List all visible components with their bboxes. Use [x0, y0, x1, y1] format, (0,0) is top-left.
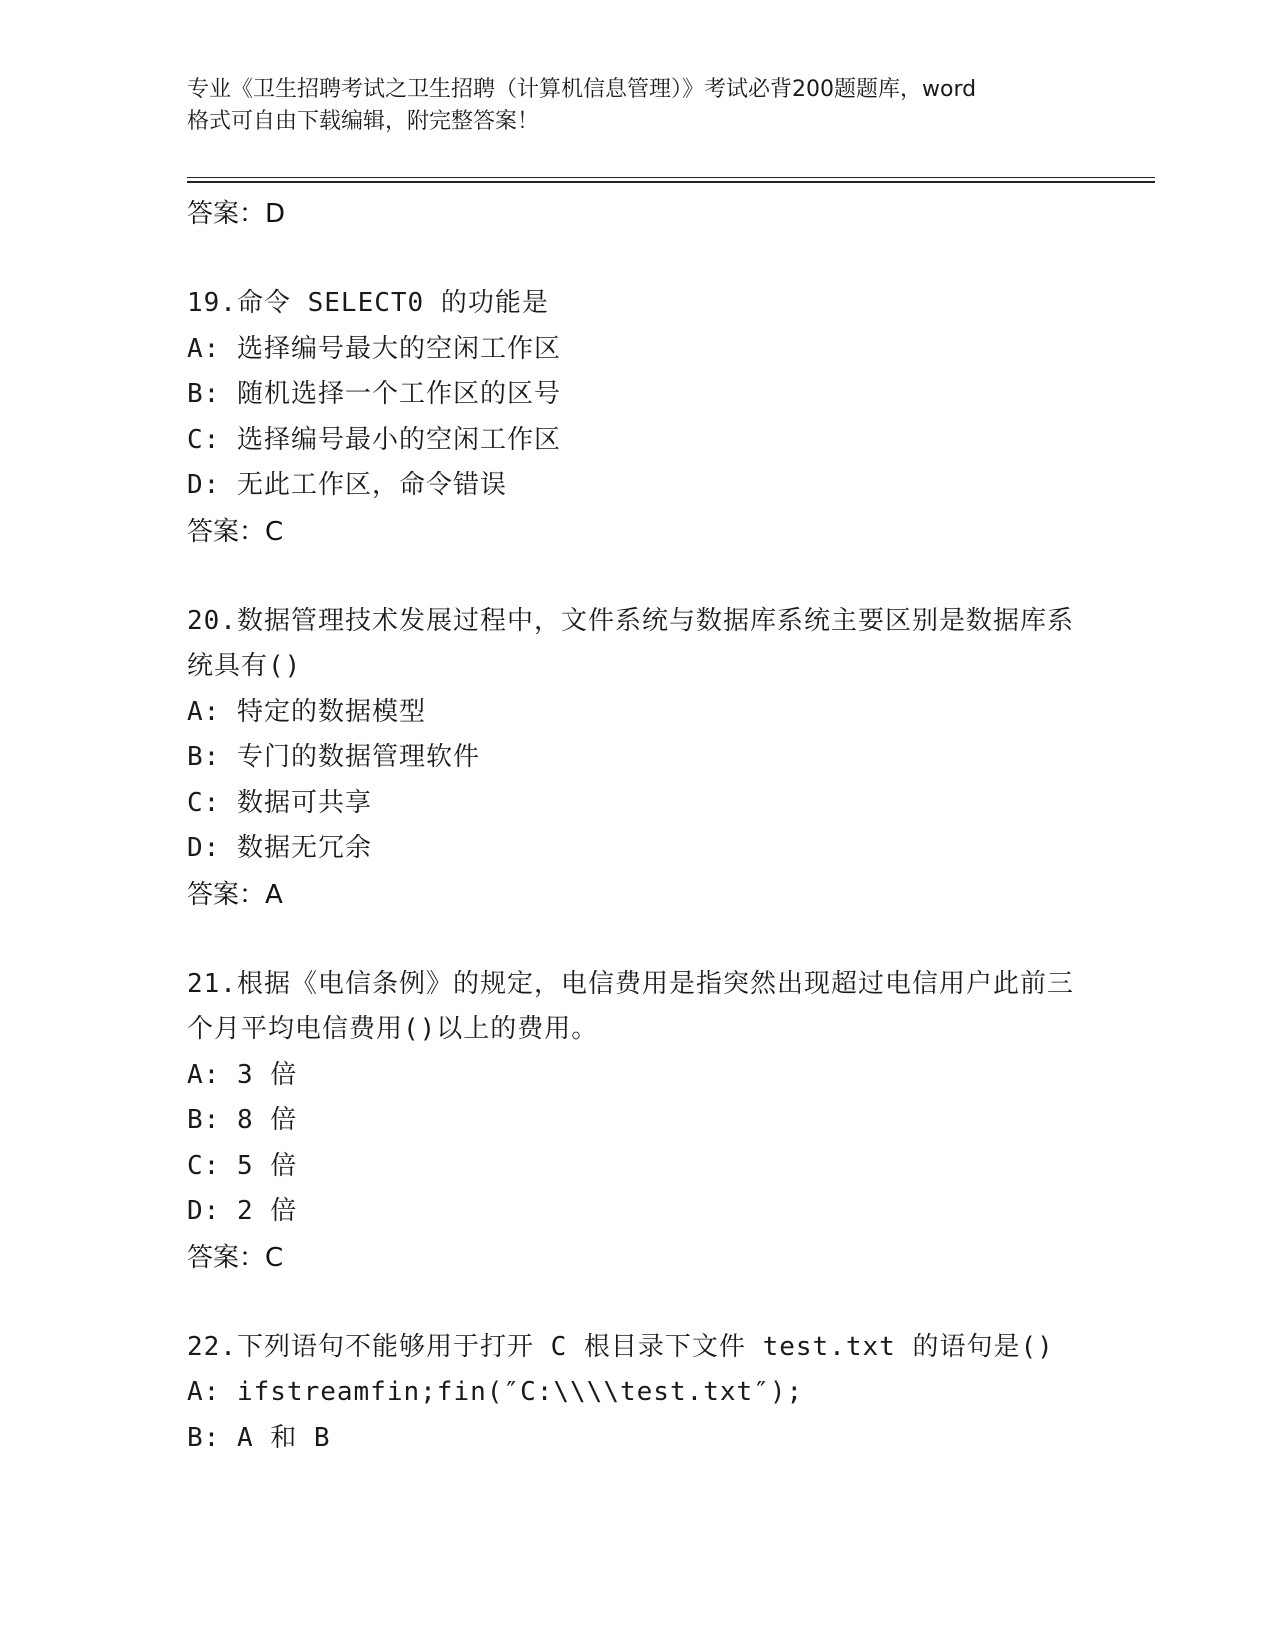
question-title: 21.根据《电信条例》的规定，电信费用是指突然出现超过电信用户此前三个月平均电信费用()以上的费用。 [187, 968, 1074, 1044]
question-title: 22.下列语句不能够用于打开 C 根目录下文件 test.txt 的语句是() [187, 1331, 1054, 1362]
option-a: A: ifstreamfin;fin(″C:\\\\test.txt″); [187, 1377, 804, 1407]
answer-18: 答案：D [187, 199, 286, 229]
option-d: D: 2 倍 [187, 1196, 298, 1226]
question-20 [187, 599, 1087, 918]
option-c: C: 数据可共享 [187, 787, 372, 818]
header-line-2: 格式可自由下载编辑，附完整答案！ [187, 109, 540, 134]
option-a: A: 选择编号最大的空闲工作区 [187, 333, 561, 364]
option-a: A: 3 倍 [187, 1059, 298, 1090]
option-b: B: A 和 B [187, 1422, 331, 1453]
option-c: C: 选择编号最小的空闲工作区 [187, 424, 561, 455]
question-title: 20.数据管理技术发展过程中，文件系统与数据库系统主要区别是数据库系统具有() [187, 605, 1074, 681]
document-body [187, 191, 1087, 1461]
option-d: D: 无此工作区，命令错误 [187, 470, 507, 500]
document-header [187, 74, 1087, 138]
question-title: 19.命令 SELECT0 的功能是 [187, 288, 549, 318]
question-19 [187, 281, 1087, 555]
option-b: B: 8 倍 [187, 1105, 298, 1135]
answer: 答案：A [187, 879, 283, 910]
option-b: B: 专门的数据管理软件 [187, 742, 480, 772]
option-a: A: 特定的数据模型 [187, 696, 426, 727]
option-c: C: 5 倍 [187, 1150, 298, 1181]
header-divider-thin [187, 177, 1155, 178]
option-b: B: 随机选择一个工作区的区号 [187, 379, 561, 409]
header-line-1: 专业《卫生招聘考试之卫生招聘（计算机信息管理）》考试必背200题题库，word [187, 77, 977, 102]
answer: 答案：C [187, 516, 284, 547]
answer: 答案：C [187, 1242, 284, 1273]
question-22 [187, 1325, 1087, 1462]
option-d: D: 数据无冗余 [187, 833, 372, 863]
question-21 [187, 962, 1087, 1281]
header-divider-thick [187, 181, 1155, 183]
